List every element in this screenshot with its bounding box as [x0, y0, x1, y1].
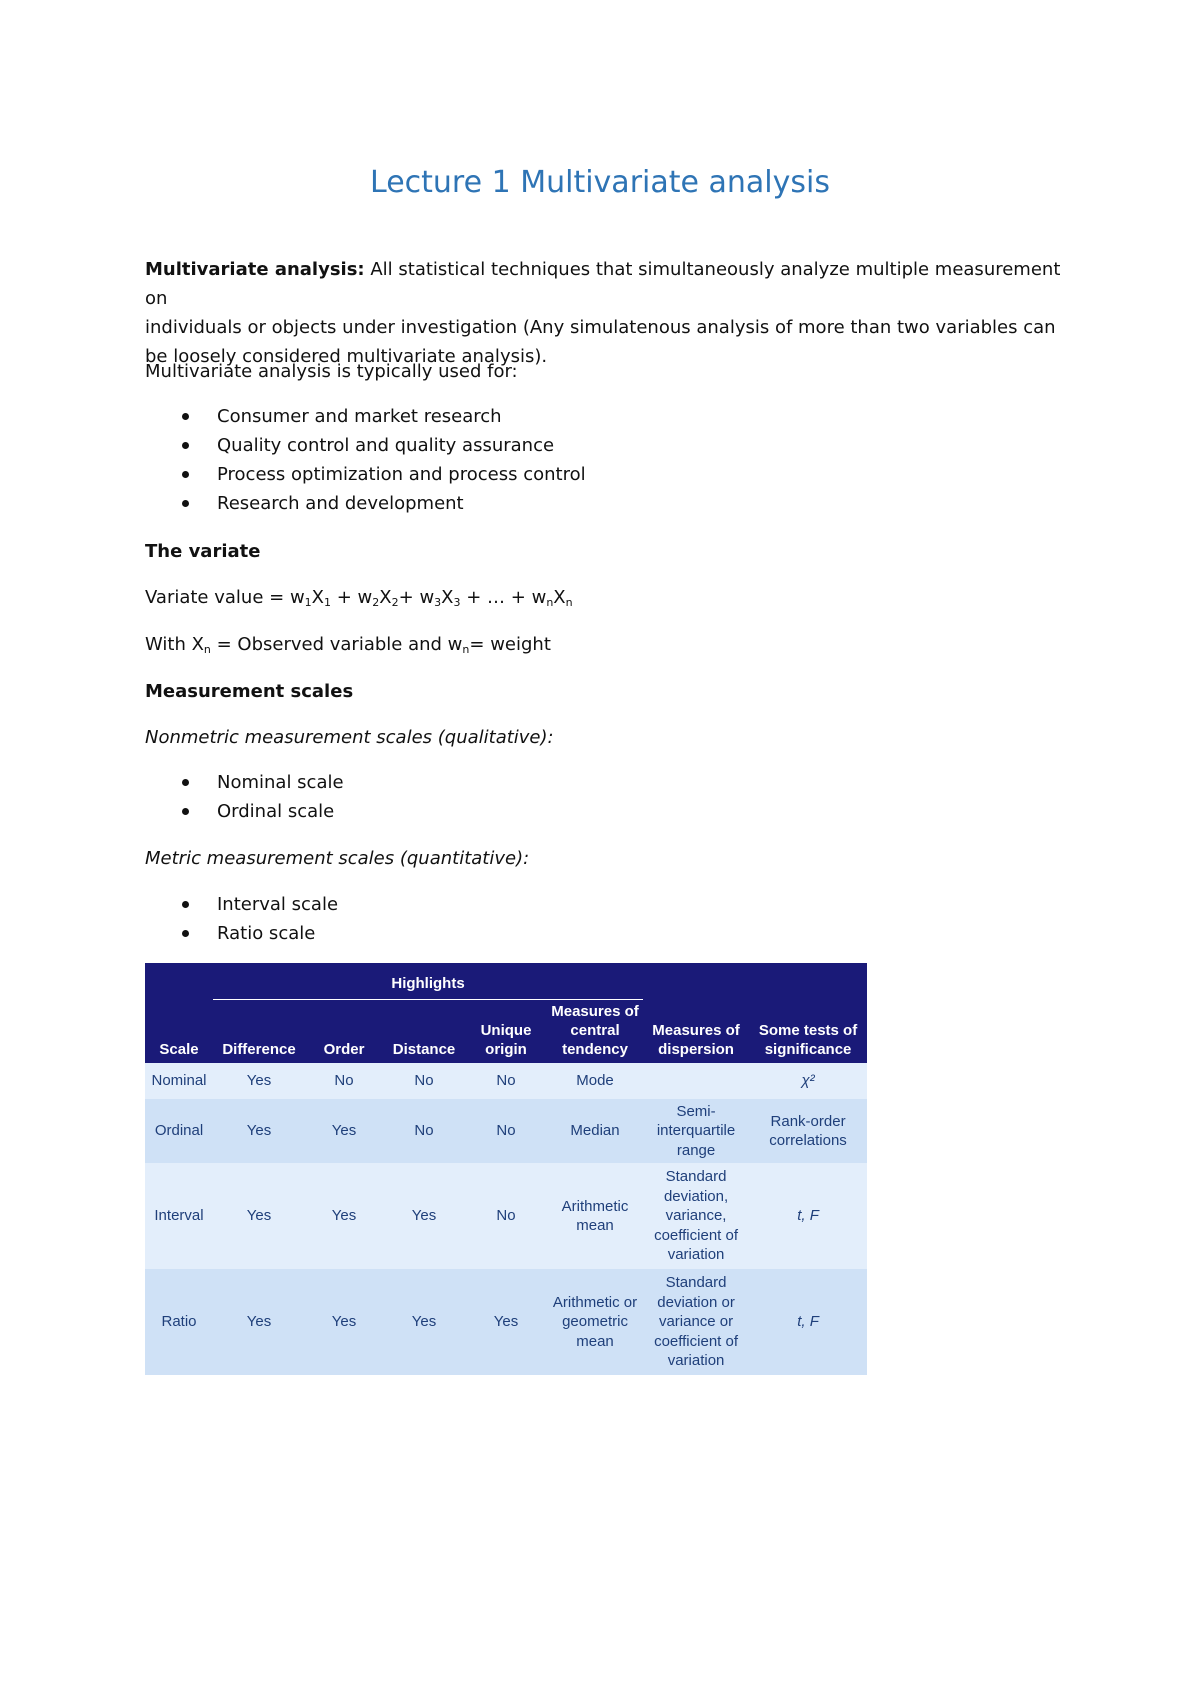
variate-heading: The variate — [145, 541, 261, 562]
list-item: Consumer and market research — [145, 402, 1075, 431]
highlights-header: Highlights — [213, 963, 643, 999]
list-item: Research and development — [145, 489, 1075, 518]
variate-formula: Variate value = $w_1X_1 + w_2X_2+ w_3X_3$ + … + $w_nX_n$ — [145, 587, 573, 609]
variate-heading-wrap — [145, 537, 1075, 566]
header-central-tendency: Measures of central tendency — [547, 999, 643, 1063]
intro-text-line2: individuals or objects under investigation (Any simulatenous analysis of more than two variables can — [145, 317, 1056, 338]
list-item: Ratio scale — [145, 919, 1075, 948]
table-row: Nominal Yes No No No Mode χ² — [145, 1063, 867, 1099]
intro-paragraph — [145, 255, 1075, 371]
scales-heading-wrap — [145, 677, 1075, 706]
metric-heading-wrap — [145, 844, 1075, 873]
list-item: Ordinal scale — [145, 797, 1075, 826]
header-scale: Scale — [145, 999, 213, 1063]
list-item: Interval scale — [145, 890, 1075, 919]
nonmetric-heading-wrap — [145, 723, 1075, 752]
uses-section — [145, 357, 1075, 386]
header-difference: Difference — [213, 999, 305, 1063]
metric-list — [145, 890, 1075, 948]
formula-prefix: Variate value = — [145, 587, 290, 608]
nonmetric-list-wrap — [145, 768, 1075, 826]
table-row: Interval Yes Yes Yes No Arithmetic mean Standard deviation, variance, coefficient of variation t, F — [145, 1163, 867, 1269]
nonmetric-heading: Nonmetric measurement scales (qualitative): — [145, 727, 554, 748]
scales-table — [145, 963, 867, 1375]
header-distance: Distance — [383, 999, 465, 1063]
table-row: Ratio Yes Yes Yes Yes Arithmetic or geometric mean Standard deviation or variance or coefficient of variation t, F — [145, 1269, 867, 1375]
header-unique-origin: Unique origin — [465, 999, 547, 1063]
table-row: Ordinal Yes Yes No No Median Semi-interquartile range Rank-order correlations — [145, 1099, 867, 1163]
nonmetric-list — [145, 768, 1075, 826]
metric-heading: Metric measurement scales (quantitative): — [145, 848, 530, 869]
uses-heading: Multivariate analysis is typically used for: — [145, 361, 518, 382]
intro-text-line3: be loosely considered multivariate analysis). — [145, 346, 548, 367]
scales-heading: Measurement scales — [145, 681, 354, 702]
header-order: Order — [305, 999, 383, 1063]
list-item: Quality control and quality assurance — [145, 431, 1075, 460]
list-item: Process optimization and process control — [145, 460, 1075, 489]
uses-list-wrap — [145, 402, 1075, 518]
intro-text-line1: All statistical techniques that simultaneously analyze multiple measurement on — [145, 259, 1061, 309]
list-item: Nominal scale — [145, 768, 1075, 797]
variate-definition: With $X_n$ = Observed variable and $w_n=$ weight — [145, 634, 551, 656]
uses-list — [145, 402, 1075, 518]
intro-term: Multivariate analysis: — [145, 259, 365, 280]
header-dispersion: Measures of dispersion — [643, 999, 749, 1063]
scales-table-wrap — [145, 963, 867, 1375]
header-significance: Some tests of significance — [749, 999, 867, 1063]
page-title: Lecture 1 Multivariate analysis — [370, 165, 830, 200]
metric-list-wrap — [145, 890, 1075, 948]
